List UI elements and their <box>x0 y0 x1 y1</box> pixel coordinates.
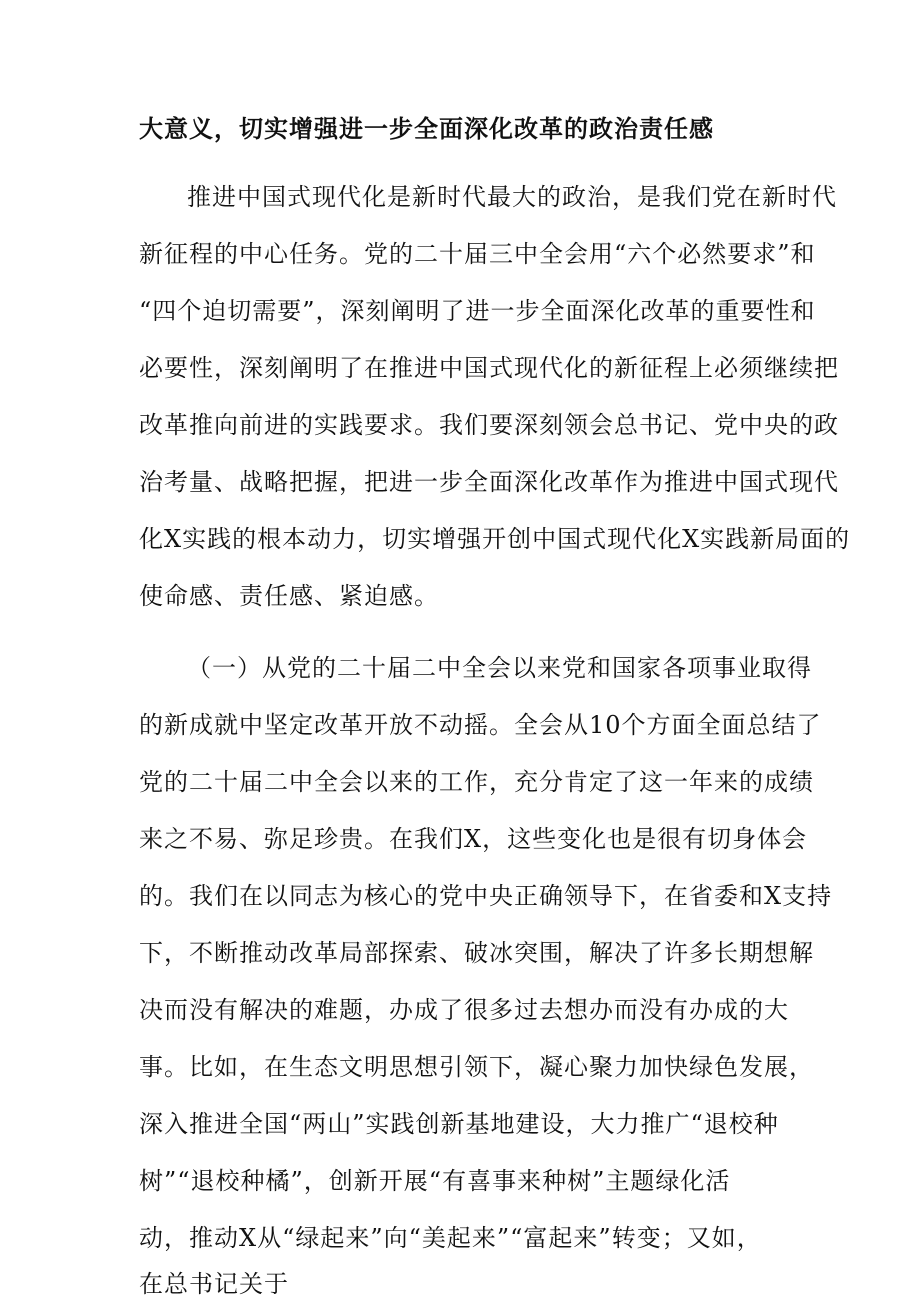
text-line-9: 使命感、责任感、紧迫感。 <box>139 582 439 610</box>
text-line-7: 治考量、战略把握，把进一步全面深化改革作为推进中国式现代 <box>139 468 839 496</box>
text-line-4: “四个迫切需要”，深刻阐明了进一步全面深化改革的重要性和 <box>139 297 816 325</box>
text-line-15: 下，不断推动改革局部探索、破冰突围，解决了许多长期想解 <box>139 939 814 967</box>
text-line-14: 的。我们在以同志为核心的党中央正确领导下，在省委和X支持 <box>139 882 833 910</box>
text-line-1: 大意义，切实增强进一步全面深化改革的政治责任感 <box>139 114 714 143</box>
text-line-19: 树”“退校种橘”，创新开展“有喜事来种树”主题绿化活 <box>139 1167 731 1195</box>
text-line-3: 新征程的中心任务。党的二十届三中全会用“六个必然要求”和 <box>139 240 816 268</box>
text-line-20: 动，推动X从“绿起来”向“美起来”“富起来”转变；又如， <box>139 1224 762 1252</box>
text-line-5: 必要性，深刻阐明了在推进中国式现代化的新征程上必须继续把 <box>139 354 839 382</box>
text-line-17: 事。比如，在生态文明思想引领下，凝心聚力加快绿色发展， <box>139 1053 814 1081</box>
text-line-18: 深入推进全国“两山”实践创新基地建设，大力推广“退校种 <box>139 1110 779 1138</box>
text-line-2: 推进中国式现代化是新时代最大的政治，是我们党在新时代 <box>187 183 837 211</box>
text-line-8: 化X实践的根本动力，切实增强开创中国式现代化X实践新局面的 <box>139 525 851 553</box>
text-line-10: （一）从党的二十届二中全会以来党和国家各项事业取得 <box>187 654 812 682</box>
text-line-12: 党的二十届二中全会以来的工作，充分肯定了这一年来的成绩 <box>139 768 814 796</box>
text-line-6: 改革推向前进的实践要求。我们要深刻领会总书记、党中央的政 <box>139 411 839 439</box>
text-line-11: 的新成就中坚定改革开放不动摇。全会从10个方面全面总结了 <box>139 711 822 739</box>
text-line-16: 决而没有解决的难题，办成了很多过去想办而没有办成的大 <box>139 996 789 1024</box>
text-line-13: 来之不易、弥足珍贵。在我们X，这些变化也是很有切身体会 <box>139 825 808 853</box>
text-line-21: 在总书记关于 <box>139 1270 289 1298</box>
